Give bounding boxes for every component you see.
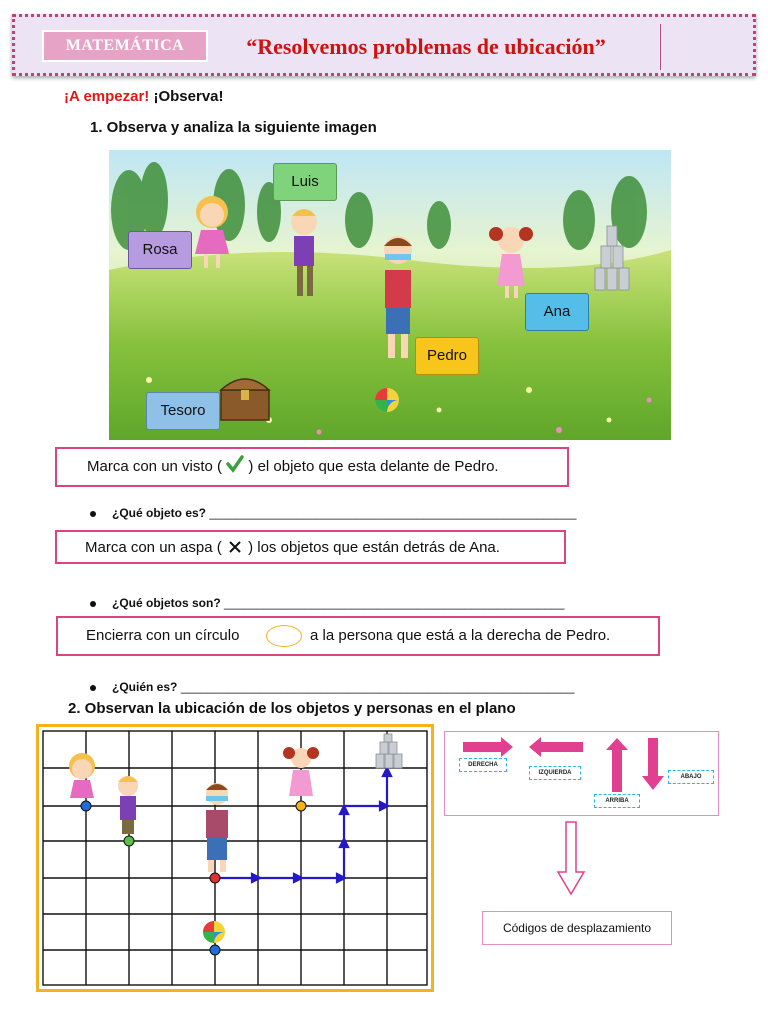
grid-luis [118, 776, 138, 834]
hollow-down-arrow-icon [556, 820, 586, 896]
arrow-right-icon [463, 737, 513, 757]
code-abajo: ABAJO [668, 770, 714, 784]
code-arriba: ARRIBA [594, 794, 640, 808]
bullet2-label: ¿Qué objetos son? [112, 596, 221, 610]
point-luis [124, 836, 134, 846]
question-what-object [90, 506, 576, 520]
grid-ball [203, 921, 225, 943]
bullet1-label: ¿Qué objeto es? [112, 506, 207, 520]
point-pedro [210, 873, 220, 883]
bullet-icon [90, 601, 96, 607]
grid-ana [283, 747, 319, 796]
question-1: 1. Observa y analiza la siguiente imagen [90, 119, 377, 136]
task-checkmark-box [55, 447, 569, 487]
point-ball [210, 945, 220, 955]
code-derecha: DERECHA [459, 758, 507, 772]
answer-blank-1[interactable]: _______________________________________________________ [209, 506, 577, 520]
arrow-down-icon [642, 738, 664, 790]
label-ana: Ana [525, 293, 589, 331]
task2-text-before: Marca con un aspa ( [85, 539, 222, 556]
circle-icon [266, 625, 302, 647]
label-pedro: Pedro [415, 337, 479, 375]
point-rosa [81, 801, 91, 811]
task1-text-before: Marca con un visto ( [87, 458, 223, 475]
bullet3-label: ¿Quién es? [112, 680, 178, 694]
cross-icon [228, 540, 242, 554]
label-luis: Luis [273, 163, 337, 201]
grid-rosa [69, 753, 95, 798]
bullet-icon [90, 685, 96, 691]
task3-text-after: a la persona que está a la derecha de Pedro. [310, 627, 611, 644]
checkmark-icon [226, 455, 244, 473]
intro-start: ¡A empezar! [64, 88, 150, 105]
header-divider [660, 24, 661, 70]
chest-object [221, 379, 269, 420]
codes-caption: Códigos de desplazamiento [482, 911, 672, 945]
arrow-left-icon [529, 737, 583, 757]
label-tesoro: Tesoro [146, 392, 220, 430]
task-circle-box [56, 616, 660, 656]
grid-plan [40, 728, 430, 988]
answer-blank-3[interactable]: ___________________________________________________________ [180, 680, 575, 694]
label-rosa: Rosa [128, 231, 192, 269]
question-2: 2. Observan la ubicación de los objetos y personas en el plano [68, 700, 516, 717]
bullet-icon [90, 511, 96, 517]
page-title: “Resolvemos problemas de ubicación” [246, 34, 606, 59]
grid-pedro [206, 783, 228, 872]
question-who [90, 680, 574, 694]
task3-text-before: Encierra con un círculo [86, 627, 240, 644]
ball-object [375, 388, 399, 412]
grid-cans [376, 734, 402, 768]
task2-text-after: ) los objetos que están detrás de Ana. [248, 539, 500, 556]
answer-blank-2[interactable]: ___________________________________________________ [224, 596, 565, 610]
point-ana [296, 801, 306, 811]
arrow-up-icon [606, 738, 628, 792]
task-cross-box [55, 530, 566, 564]
question-what-objects [90, 596, 564, 610]
intro-observe: ¡Observa! [153, 88, 224, 105]
subject-label: MATEMÁTICA [42, 30, 208, 62]
task1-text-after: ) el objeto que esta delante de Pedro. [248, 458, 499, 475]
code-izquierda: IZQUIERDA [529, 766, 581, 780]
intro-line [64, 88, 224, 105]
